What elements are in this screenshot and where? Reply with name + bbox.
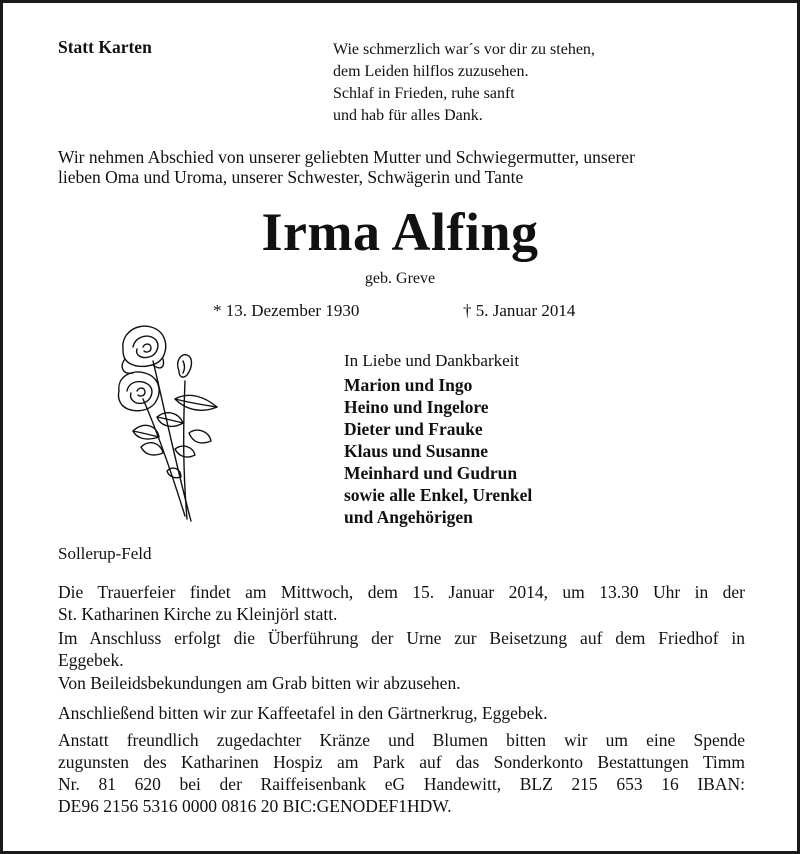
mourners-block <box>344 350 532 528</box>
mourner-name: Dieter und Frauke <box>344 419 483 439</box>
mourner-name: Heino und Ingelore <box>344 397 489 417</box>
poem <box>333 39 595 127</box>
condolence-paragraph <box>58 672 745 694</box>
coffee-paragraph <box>58 702 745 724</box>
mourner-name: Marion und Ingo <box>344 375 473 395</box>
funeral-service-paragraph <box>58 581 745 625</box>
rose-illustration <box>113 321 228 526</box>
intro-line: lieben Oma und Uroma, unserer Schwester, Schwägerin und Tante <box>58 167 524 187</box>
death-date: † 5. Januar 2014 <box>463 301 576 320</box>
poem-line: dem Leiden hilflos zuzusehen. <box>333 63 529 80</box>
mourner-name: Klaus und Susanne <box>344 441 488 461</box>
paragraph-line: St. Katharinen Kirche zu Kleinjörl statt. <box>58 604 338 624</box>
paragraph-line: zugunsten des Katharinen Hospiz am Park auf das Sonderkonto Bestattungen Timm <box>58 752 745 772</box>
mourners-lead: In Liebe und Dankbarkeit <box>344 351 520 370</box>
paragraph-line: Nr. 81 620 bei der Raiffeisenbank eG Handewitt, BLZ 215 653 16 IBAN: <box>58 774 745 794</box>
mourner-name: sowie alle Enkel, Urenkel <box>344 485 533 505</box>
poem-line: Schlaf in Frieden, ruhe sanft <box>333 85 515 102</box>
mourner-name: Meinhard und Gudrun <box>344 463 518 483</box>
burial-paragraph <box>58 627 745 671</box>
paragraph-line: DE96 2156 5316 0000 0816 20 BIC:GENODEF1HDW. <box>58 796 452 816</box>
paragraph-line: Von Beileidsbekundungen am Grab bitten wir abzusehen. <box>58 673 461 693</box>
intro-line: Wir nehmen Abschied von unserer geliebten Mutter und Schwiegermutter, unserer <box>58 147 635 167</box>
place-label: Sollerup-Feld <box>58 544 152 563</box>
donation-paragraph <box>58 729 745 817</box>
paragraph-line: Im Anschluss erfolgt die Überführung der Urne zur Beisetzung auf dem Friedhof in <box>58 628 745 648</box>
deceased-name: Irma Alfing <box>261 202 539 262</box>
paragraph-line: Anstatt freundlich zugedachter Kränze und Blumen bitten wir um eine Spende <box>58 730 745 750</box>
paragraph-line: Die Trauerfeier findet am Mittwoch, dem 15. Januar 2014, um 13.30 Uhr in der <box>58 582 745 602</box>
maiden-name: geb. Greve <box>364 270 436 287</box>
paragraph-line: Eggebek. <box>58 650 124 670</box>
paragraph-line: Anschließend bitten wir zur Kaffeetafel in den Gärtnerkrug, Eggebek. <box>58 703 548 723</box>
mourner-name: und Angehörigen <box>344 507 473 527</box>
statt-karten-label: Statt Karten <box>58 37 152 57</box>
poem-line: und hab für alles Dank. <box>333 107 483 124</box>
birth-date: * 13. Dezember 1930 <box>213 301 360 320</box>
poem-line: Wie schmerzlich war´s vor dir zu stehen, <box>333 41 595 58</box>
